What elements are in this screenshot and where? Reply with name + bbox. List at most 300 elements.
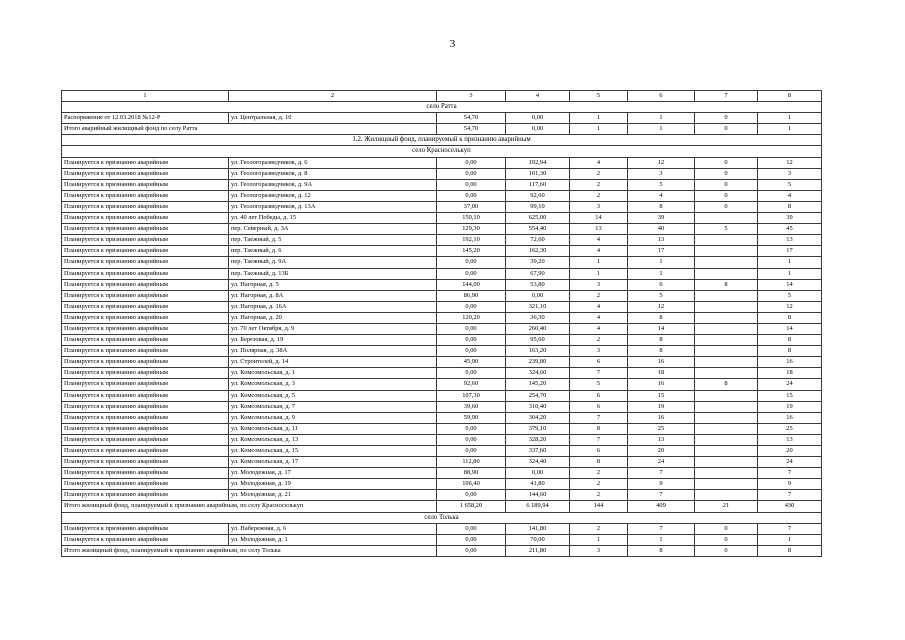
basis-cell: Планируется к признанию аварийным <box>62 190 229 201</box>
value-cell: 4 <box>570 246 628 257</box>
value-cell: 144,00 <box>437 279 506 290</box>
table-row <box>62 279 822 290</box>
value-cell: 162,30 <box>506 246 570 257</box>
value-cell: 18 <box>758 368 822 379</box>
address-cell: ул. Комсомольская, д. 1 <box>229 368 437 379</box>
basis-cell: Планируется к признанию аварийным <box>62 401 229 412</box>
total-value: 211,80 <box>506 545 570 556</box>
value-cell: 3 <box>570 279 628 290</box>
value-cell: 4 <box>570 312 628 323</box>
total-value: 430 <box>758 501 822 512</box>
basis-cell: Планируется к признанию аварийным <box>62 279 229 290</box>
value-cell: 0,00 <box>437 523 506 534</box>
column-header: 1 <box>62 91 229 102</box>
value-cell: 5 <box>758 290 822 301</box>
value-cell: 6 <box>570 446 628 457</box>
value-cell: 7 <box>758 523 822 534</box>
value-cell: 95,60 <box>506 335 570 346</box>
value-cell: 310,40 <box>506 401 570 412</box>
basis-cell: Планируется к признанию аварийным <box>62 434 229 445</box>
value-cell: 39 <box>758 213 822 224</box>
value-cell: 1 <box>758 113 822 124</box>
address-cell: ул. 40 лет Победы, д. 15 <box>229 213 437 224</box>
value-cell: 8 <box>758 335 822 346</box>
value-cell: 8 <box>628 346 695 357</box>
locality-title: село Толька <box>62 512 822 523</box>
total-value: 8 <box>628 545 695 556</box>
value-cell: 25 <box>758 423 822 434</box>
value-cell: 1 <box>628 257 695 268</box>
value-cell: 4 <box>570 235 628 246</box>
value-cell: 16 <box>758 357 822 368</box>
value-cell: 13 <box>628 235 695 246</box>
table-row <box>62 335 822 346</box>
page-number: 3 <box>449 38 456 50</box>
value-cell <box>695 290 758 301</box>
total-label: Итого жилищный фонд, планируемый к признанию аварийным, по селу Красноселькуп <box>62 501 437 512</box>
value-cell: 254,70 <box>506 390 570 401</box>
column-header: 5 <box>570 91 628 102</box>
address-cell: ул. Геологоразведчиков, д. 6 <box>229 157 437 168</box>
value-cell: 4 <box>570 301 628 312</box>
total-row <box>62 501 822 512</box>
value-cell: 101,30 <box>506 168 570 179</box>
value-cell: 0,00 <box>437 157 506 168</box>
value-cell: 7 <box>758 468 822 479</box>
value-cell: 12 <box>758 301 822 312</box>
value-cell: 304,20 <box>506 412 570 423</box>
value-cell: 7 <box>570 368 628 379</box>
value-cell <box>695 346 758 357</box>
table-row <box>62 357 822 368</box>
value-cell: 15 <box>628 390 695 401</box>
value-cell: 72,60 <box>506 235 570 246</box>
value-cell: 39,20 <box>506 257 570 268</box>
value-cell: 1 <box>570 268 628 279</box>
total-value: 1 658,20 <box>437 501 506 512</box>
total-value: 0 <box>695 124 758 135</box>
address-cell: ул. Комсомольская, д. 3 <box>229 379 437 390</box>
value-cell: 260,40 <box>506 323 570 334</box>
basis-cell: Планируется к признанию аварийным <box>62 357 229 368</box>
total-label: Итого жилищный фонд, планируемый к признанию аварийным, по селу Толька <box>62 545 437 556</box>
table-row <box>62 523 822 534</box>
value-cell: 24 <box>758 379 822 390</box>
value-cell: 163,20 <box>506 346 570 357</box>
value-cell: 59,90 <box>437 412 506 423</box>
value-cell: 8 <box>628 312 695 323</box>
table-row <box>62 257 822 268</box>
total-label: Итого аварийный жилищный фонд по селу Ратта <box>62 124 437 135</box>
value-cell: 1 <box>758 257 822 268</box>
value-cell <box>695 412 758 423</box>
column-header: 2 <box>229 91 437 102</box>
value-cell: 625,00 <box>506 213 570 224</box>
value-cell: 14 <box>758 279 822 290</box>
basis-cell: Планируется к признанию аварийным <box>62 412 229 423</box>
value-cell: 25 <box>628 423 695 434</box>
value-cell: 13 <box>628 434 695 445</box>
table-row <box>62 401 822 412</box>
value-cell: 14 <box>628 323 695 334</box>
value-cell: 107,30 <box>437 390 506 401</box>
value-cell <box>695 301 758 312</box>
table-row <box>62 201 822 212</box>
value-cell: 239,80 <box>506 357 570 368</box>
value-cell <box>695 257 758 268</box>
value-cell: 8 <box>628 335 695 346</box>
basis-cell: Планируется к признанию аварийным <box>62 257 229 268</box>
locality-row <box>62 512 822 523</box>
value-cell: 88,90 <box>437 468 506 479</box>
address-cell: ул. Молодежная, д. 21 <box>229 490 437 501</box>
value-cell: 4 <box>570 323 628 334</box>
value-cell <box>695 246 758 257</box>
value-cell <box>695 446 758 457</box>
value-cell <box>695 368 758 379</box>
table-row <box>62 490 822 501</box>
value-cell: 20 <box>758 446 822 457</box>
value-cell: 8 <box>570 423 628 434</box>
table-row <box>62 379 822 390</box>
value-cell: 99,10 <box>506 201 570 212</box>
column-header: 4 <box>506 91 570 102</box>
value-cell: 192,94 <box>506 157 570 168</box>
value-cell: 3 <box>570 346 628 357</box>
address-cell: ул. Строителей, д. 14 <box>229 357 437 368</box>
value-cell: 1 <box>758 534 822 545</box>
value-cell: 39 <box>628 213 695 224</box>
value-cell: 2 <box>570 523 628 534</box>
table-row <box>62 168 822 179</box>
basis-cell: Планируется к признанию аварийным <box>62 379 229 390</box>
column-header: 3 <box>437 91 506 102</box>
value-cell: 144,60 <box>506 490 570 501</box>
address-cell: ул. Геологоразведчиков, д. 9А <box>229 179 437 190</box>
basis-cell: Планируется к признанию аварийным <box>62 457 229 468</box>
address-cell: ул. Нагорная, д. 5 <box>229 279 437 290</box>
table-row <box>62 312 822 323</box>
basis-cell: Планируется к признанию аварийным <box>62 323 229 334</box>
value-cell: 13 <box>570 224 628 235</box>
value-cell: 324,60 <box>506 368 570 379</box>
address-cell: ул. Молодежная, д. 19 <box>229 479 437 490</box>
value-cell: 20 <box>628 446 695 457</box>
table-row <box>62 246 822 257</box>
basis-cell: Планируется к признанию аварийным <box>62 468 229 479</box>
value-cell: 36,30 <box>506 312 570 323</box>
table-row <box>62 213 822 224</box>
total-value: 1 <box>628 124 695 135</box>
basis-cell: Планируется к признанию аварийным <box>62 268 229 279</box>
value-cell: 2 <box>570 468 628 479</box>
basis-cell: Планируется к признанию аварийным <box>62 312 229 323</box>
value-cell <box>695 490 758 501</box>
address-cell: ул. Молодежная, д. 1 <box>229 534 437 545</box>
basis-cell: Планируется к признанию аварийным <box>62 246 229 257</box>
value-cell <box>695 401 758 412</box>
basis-cell: Планируется к признанию аварийным <box>62 479 229 490</box>
value-cell: 24 <box>628 457 695 468</box>
value-cell: 0,00 <box>437 179 506 190</box>
value-cell: 141,80 <box>506 523 570 534</box>
value-cell: 120,20 <box>437 312 506 323</box>
value-cell: 7 <box>628 523 695 534</box>
value-cell: 14 <box>570 213 628 224</box>
value-cell: 24 <box>758 457 822 468</box>
value-cell: 145,20 <box>506 379 570 390</box>
value-cell: 0 <box>695 201 758 212</box>
value-cell: 150,10 <box>437 213 506 224</box>
total-row <box>62 545 822 556</box>
table-body <box>62 91 822 557</box>
value-cell: 3 <box>628 168 695 179</box>
value-cell: 7 <box>570 434 628 445</box>
column-header: 8 <box>758 91 822 102</box>
value-cell: 0,00 <box>437 434 506 445</box>
value-cell: 0,00 <box>437 190 506 201</box>
address-cell: ул. Комсомольская, д. 7 <box>229 401 437 412</box>
value-cell: 19 <box>628 401 695 412</box>
address-cell: ул. Комсомольская, д. 5 <box>229 390 437 401</box>
basis-cell: Планируется к признанию аварийным <box>62 235 229 246</box>
value-cell: 0,00 <box>437 268 506 279</box>
value-cell <box>695 235 758 246</box>
table-row <box>62 390 822 401</box>
value-cell: 6 <box>570 357 628 368</box>
value-cell: 0 <box>695 523 758 534</box>
basis-cell: Планируется к признанию аварийным <box>62 157 229 168</box>
table-row <box>62 434 822 445</box>
section-heading: 1.2. Жилищный фонд, планируемый к признанию аварийным <box>62 135 822 146</box>
section-heading-row <box>62 135 822 146</box>
table-row <box>62 113 822 124</box>
total-row <box>62 124 822 135</box>
table-row <box>62 457 822 468</box>
value-cell: 1 <box>628 113 695 124</box>
address-cell: ул. Комсомольская, д. 15 <box>229 446 437 457</box>
value-cell: 0,00 <box>437 446 506 457</box>
basis-cell: Планируется к признанию аварийным <box>62 201 229 212</box>
basis-cell: Планируется к признанию аварийным <box>62 423 229 434</box>
value-cell <box>695 479 758 490</box>
total-value: 0,00 <box>506 124 570 135</box>
table-row <box>62 534 822 545</box>
locality-row <box>62 146 822 157</box>
value-cell: 4 <box>570 157 628 168</box>
value-cell: 5 <box>628 290 695 301</box>
value-cell <box>695 268 758 279</box>
value-cell: 379,10 <box>506 423 570 434</box>
value-cell: 2 <box>570 179 628 190</box>
total-value: 21 <box>695 501 758 512</box>
value-cell: 321,10 <box>506 301 570 312</box>
value-cell: 328,20 <box>506 434 570 445</box>
value-cell: 0,00 <box>437 323 506 334</box>
value-cell: 129,30 <box>437 224 506 235</box>
value-cell: 14 <box>758 323 822 334</box>
value-cell: 5 <box>570 379 628 390</box>
value-cell: 17 <box>758 246 822 257</box>
value-cell: 337,60 <box>506 446 570 457</box>
total-value: 409 <box>628 501 695 512</box>
value-cell: 39,60 <box>437 401 506 412</box>
basis-cell: Планируется к признанию аварийным <box>62 490 229 501</box>
basis-cell: Планируется к признанию аварийным <box>62 301 229 312</box>
address-cell: ул. Березовая, д. 19 <box>229 335 437 346</box>
value-cell: 3 <box>758 168 822 179</box>
value-cell: 16 <box>628 357 695 368</box>
value-cell <box>695 357 758 368</box>
basis-cell: Планируется к признанию аварийным <box>62 523 229 534</box>
address-cell: пер. Таежный, д. 5 <box>229 235 437 246</box>
value-cell: 2 <box>570 490 628 501</box>
value-cell <box>695 213 758 224</box>
value-cell: 5 <box>695 224 758 235</box>
table-row <box>62 179 822 190</box>
table-row <box>62 235 822 246</box>
address-cell: ул. Нагорная, д. 8А <box>229 290 437 301</box>
value-cell: 1 <box>758 268 822 279</box>
column-header: 7 <box>695 91 758 102</box>
value-cell: 5 <box>758 179 822 190</box>
value-cell: 6 <box>570 390 628 401</box>
table-row <box>62 190 822 201</box>
value-cell: 37,00 <box>437 201 506 212</box>
total-value: 0 <box>695 545 758 556</box>
table-row <box>62 301 822 312</box>
value-cell: 117,60 <box>506 179 570 190</box>
value-cell: 1 <box>628 534 695 545</box>
value-cell: 0 <box>695 190 758 201</box>
value-cell: 0,00 <box>506 113 570 124</box>
column-header: 6 <box>628 91 695 102</box>
value-cell: 70,00 <box>506 534 570 545</box>
value-cell: 2 <box>570 290 628 301</box>
value-cell: 106,40 <box>437 479 506 490</box>
value-cell: 9 <box>628 479 695 490</box>
value-cell: 0 <box>695 534 758 545</box>
value-cell: 2 <box>570 168 628 179</box>
address-cell: ул. Нагорная, д. 20 <box>229 312 437 323</box>
basis-cell: Планируется к признанию аварийным <box>62 346 229 357</box>
value-cell: 54,70 <box>437 113 506 124</box>
address-cell: ул. Геологоразведчиков, д. 8 <box>229 168 437 179</box>
value-cell <box>695 457 758 468</box>
address-cell: ул. Комсомольская, д. 9 <box>229 412 437 423</box>
value-cell: 15 <box>758 390 822 401</box>
value-cell: 1 <box>570 113 628 124</box>
basis-cell: Планируется к признанию аварийным <box>62 213 229 224</box>
basis-cell: Планируется к признанию аварийным <box>62 335 229 346</box>
value-cell: 0 <box>695 113 758 124</box>
value-cell <box>695 468 758 479</box>
total-value: 1 <box>570 124 628 135</box>
value-cell: 1 <box>570 257 628 268</box>
table-row <box>62 224 822 235</box>
value-cell: 0,00 <box>437 335 506 346</box>
table-row <box>62 412 822 423</box>
value-cell: 0,00 <box>506 290 570 301</box>
value-cell: 1 <box>570 534 628 545</box>
value-cell: 40 <box>628 224 695 235</box>
value-cell: 17 <box>628 246 695 257</box>
value-cell: 0,00 <box>437 368 506 379</box>
basis-cell: Планируется к признанию аварийным <box>62 168 229 179</box>
value-cell: 7 <box>628 468 695 479</box>
address-cell: ул. Полярная, д. 38А <box>229 346 437 357</box>
value-cell: 41,80 <box>506 479 570 490</box>
value-cell: 0,00 <box>437 168 506 179</box>
value-cell: 145,20 <box>437 246 506 257</box>
basis-cell: Планируется к признанию аварийным <box>62 534 229 545</box>
value-cell: 9 <box>758 479 822 490</box>
value-cell: 8 <box>628 201 695 212</box>
address-cell: ул. Нагорная, д. 16А <box>229 301 437 312</box>
basis-cell: Планируется к признанию аварийным <box>62 179 229 190</box>
value-cell: 2 <box>570 479 628 490</box>
locality-title: село Красноселькуп <box>62 146 822 157</box>
address-cell: пер. Таежный, д. 9А <box>229 257 437 268</box>
header-row <box>62 91 822 102</box>
value-cell: 6 <box>628 279 695 290</box>
value-cell: 12 <box>628 301 695 312</box>
value-cell: 192,10 <box>437 235 506 246</box>
housing-fund-table <box>61 90 822 557</box>
value-cell: 16 <box>628 379 695 390</box>
value-cell: 4 <box>758 190 822 201</box>
total-value: 3 <box>570 545 628 556</box>
value-cell: 67,90 <box>506 268 570 279</box>
table-row <box>62 479 822 490</box>
value-cell <box>695 390 758 401</box>
value-cell: 86,90 <box>437 290 506 301</box>
address-cell: пер. Северный, д. 3А <box>229 224 437 235</box>
locality-title: село Ратта <box>62 102 822 113</box>
value-cell: 7 <box>758 490 822 501</box>
value-cell <box>695 323 758 334</box>
value-cell: 92,60 <box>506 190 570 201</box>
value-cell: 0,00 <box>437 346 506 357</box>
value-cell: 16 <box>628 412 695 423</box>
table-row <box>62 423 822 434</box>
table-row <box>62 346 822 357</box>
value-cell: 112,80 <box>437 457 506 468</box>
locality-row <box>62 102 822 113</box>
value-cell: 0,00 <box>437 423 506 434</box>
basis-cell: Планируется к признанию аварийным <box>62 390 229 401</box>
table-row <box>62 157 822 168</box>
table-row <box>62 468 822 479</box>
value-cell: 19 <box>758 401 822 412</box>
value-cell: 8 <box>570 457 628 468</box>
total-value: 8 <box>758 545 822 556</box>
value-cell: 0,00 <box>437 301 506 312</box>
basis-cell: Планируется к признанию аварийным <box>62 290 229 301</box>
total-value: 1 <box>758 124 822 135</box>
value-cell: 2 <box>570 335 628 346</box>
total-value: 144 <box>570 501 628 512</box>
value-cell: 5 <box>628 179 695 190</box>
basis-cell: Планируется к признанию аварийным <box>62 224 229 235</box>
value-cell: 8 <box>758 346 822 357</box>
value-cell: 8 <box>758 312 822 323</box>
address-cell: ул. 70 лет Октября, д. 9 <box>229 323 437 334</box>
value-cell <box>695 335 758 346</box>
table-row <box>62 268 822 279</box>
value-cell: 18 <box>628 368 695 379</box>
value-cell: 0,00 <box>437 534 506 545</box>
